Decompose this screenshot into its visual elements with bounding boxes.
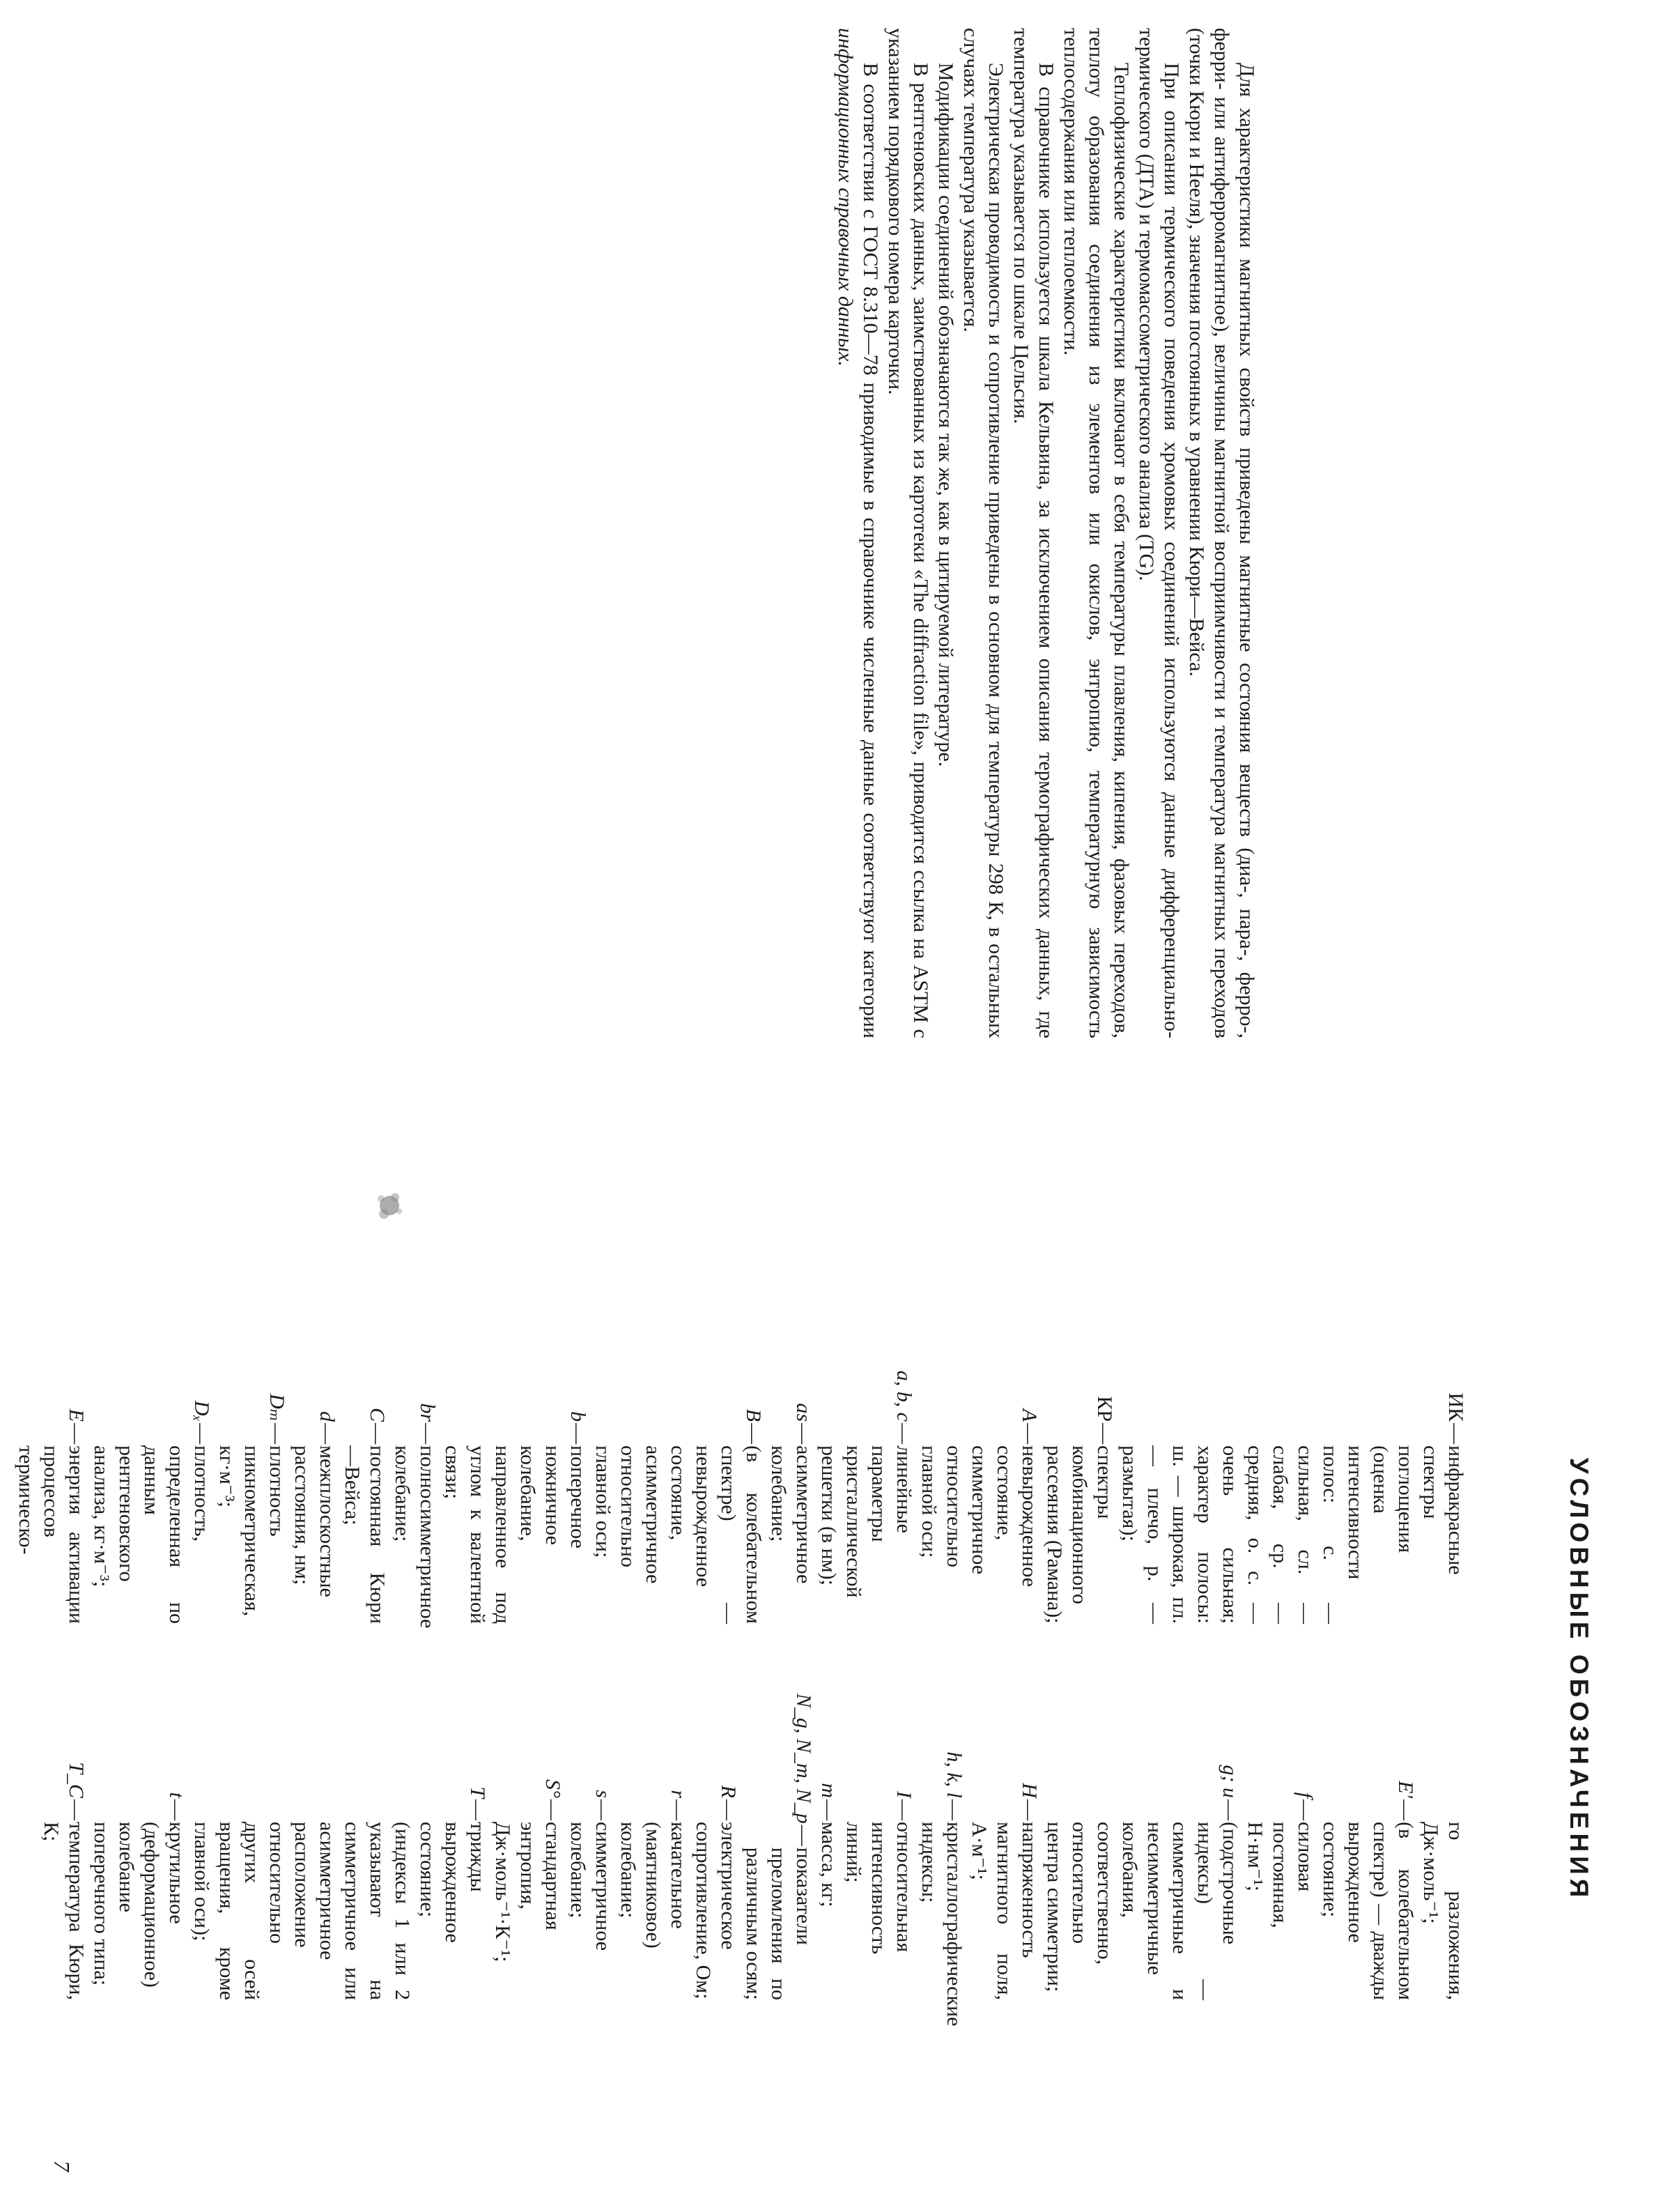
notation-definition: полносимметричное колебание; [391,1445,439,1629]
notation-entry [841,1693,916,2000]
paragraph-thermophysical: Теплофизические характеристики включают в себя температуры плавления, кипения, фазовых переходов, теплоту образования соединения из элементов или окислов, энтропию, температурную зависимость теплосодержания или теплоемкости. [1060,28,1133,1038]
em-dash: — [742,1423,765,1444]
em-dash: — [1018,1423,1041,1444]
paragraph-thermal-analysis: При описании термического поведения хромовых соединений используются данные дифференциально-термического (ДТА) и термомассометрического анализа (ТG). [1135,28,1183,1038]
notation-definition: стандартная энтропия, Дж·моль⁻¹·К⁻¹; [491,1822,564,1963]
notation-definition: масса, кг; [817,1822,840,1907]
ink-blot-mark [370,1185,409,1227]
notation-entry [590,1317,766,1624]
intro-text-block [833,28,1259,1038]
notation-symbol: КР [1093,1396,1116,1422]
notation-definition: электрическое сопротивление, Ом; [692,1822,740,1999]
notation-definition: (в колебательном спектре) — дважды вырожденное состояние; [1319,1822,1417,2000]
em-dash: — [1093,1423,1116,1444]
gost-text: В соответствии с ГОСТ 8.310—78 приводимые в справочнике численные данные соответствуют категории [859,63,882,1038]
em-dash: — [717,1799,740,1820]
notation-definition: (подстрочные индексы) — симметричные и несимметричные колебания, соответственно, относительно центра симметрии; [1043,1822,1242,2000]
paragraph-conductivity: Электрическая проводимость и сопротивление приведены в основном для температуры 298 К, в остальных случаях температура указывается. [959,28,1007,1038]
notation-column-2 [38,1693,1468,2027]
notation-entry [88,1693,189,2000]
notation-definition: поперечное ножничное колебание, направленное под углом к валентной связи; [441,1445,589,1624]
notation-definition: силовая постоянная, Н·нм⁻¹; [1244,1822,1317,1928]
notation-entry [916,1693,966,2027]
notation-definition: кристаллографические индексы; [918,1822,966,2027]
notation-definition: качательное (маятниковое) колебание; [617,1822,690,1949]
notation-definition: плотность пикнометрическая, кг·м⁻³; [215,1445,288,1617]
notation-symbol: A [1018,1408,1041,1422]
notation-entry [1418,1693,1468,2000]
em-dash: — [65,1799,88,1820]
notation-symbol: Dₓ [190,1400,213,1422]
notation-entry [1117,1317,1468,1624]
em-dash: — [65,1423,88,1444]
notation-entry [1042,1693,1242,2000]
notation-symbol: as [792,1403,815,1422]
notation-symbol: E' [1394,1781,1417,1798]
notation-symbol: ИК [1444,1392,1467,1422]
notation-definition: симметричное колебание; [566,1822,615,1951]
paragraph-xray-data: В рентгеновских данных, заимствованных из картотеки «The diffraction file», приводится ссылка на ASTM с указанием порядкового номера карточки. [884,28,932,1038]
notation-definition: (в колебательном спектре) — невырожденное состояние, асимметричное относительно главной оси; [592,1445,765,1624]
notation-entry [1042,1317,1117,1624]
notation-entry [38,1693,88,2000]
notation-definition: межплоскостные расстояния, нм; [291,1445,339,1597]
notation-definition: температура Кюри, К; [40,1822,88,2000]
notation-symbol: C [366,1407,389,1422]
paragraph-gost [833,28,883,1038]
notation-definition: асимметричное колебание; [767,1445,815,1584]
em-dash: — [416,1423,439,1444]
notation-entry [1317,1693,1418,2000]
notation-entry [690,1693,741,2000]
em-dash: — [366,1423,389,1444]
em-dash: — [892,1799,915,1820]
notation-symbol: H [1018,1783,1041,1798]
em-dash: — [1444,1423,1467,1444]
notation-symbol: g; u [1219,1765,1242,1798]
notation-definition: линейные параметры кристаллической решетки (в нм); [817,1445,915,1598]
notation-symbol: I [892,1791,915,1798]
notation-entry [615,1693,690,2000]
section-heading: УСЛОВНЫЕ ОБОЗНАЧЕНИЯ [1565,1457,1593,1902]
notation-definition: трижды вырожденное состояние; (индексы 1 или 2 указывают на симметричное или асимметричное расположение относительно других осей вращения, кроме главной оси); [190,1822,489,2000]
notation-entry [440,1317,590,1624]
notation-definition: энергия активации процессов термическо- [15,1445,88,1624]
notation-entry [816,1317,916,1624]
notation-symbol: Dₘ [265,1393,288,1422]
em-dash: — [566,1423,589,1444]
paragraph-modifications: Модификации соединений обозначаются так же, как в цитируемой литературе. [934,63,957,767]
notation-entry [1242,1693,1317,2000]
notation-entry [916,1317,1042,1624]
paragraph-magnetic: Для характеристики магнитных свойств приведены магнитные состояния веществ (диа-, пара-, ферро-, ферри- или антиферромагнитное), величины магнитной восприимчивости и температура магнитных переходов (точки Кюри и Нееля), значения постоянных в уравнении Кюри—Вейса. [1185,28,1258,1038]
notation-symbol: br [416,1403,439,1422]
notation-entry [816,1693,841,2000]
notation-symbol: r [667,1790,690,1798]
em-dash: — [1018,1799,1041,1820]
notation-symbol: S° [541,1779,564,1798]
em-dash: — [541,1799,564,1820]
notation-symbol: b [566,1411,589,1422]
notation-symbol: s [592,1790,615,1798]
notation-entry [13,1317,88,1624]
notation-definition: го разложения, Дж·моль⁻¹; [1419,1822,1467,2000]
notation-entry [766,1317,816,1624]
em-dash: — [592,1799,615,1820]
notation-column-1 [13,1317,1468,1629]
notation-definition: относительная интенсивность линий; [842,1822,915,1955]
notation-symbol: N_g, N_m, N_p [792,1693,815,1824]
notation-symbol: T [466,1786,489,1798]
notation-symbol: R [717,1785,740,1798]
page-number: 7 [49,2160,75,2172]
notation-entry [339,1317,389,1624]
em-dash: — [316,1423,339,1444]
notation-definition: инфракрасные спектры поглощения (оценка интенсивности полос: с. — сильная, сл. — слабая, ср. — средняя, о. с. — очень сильная; характер полосы: ш. — широкая, пл. — плечо, р. — размытая); [1118,1445,1467,1624]
notation-symbol: t [165,1792,188,1798]
em-dash: — [190,1423,213,1444]
notation-symbol: E [65,1408,88,1422]
paragraph-kelvin-scale: В справочнике используется шкала Кельвина, за исключением описания термографических данных, где температура указывается по шкале Цельсия. [1010,28,1058,1038]
notation-symbol: d [316,1411,339,1422]
em-dash: — [265,1423,288,1444]
em-dash: — [1394,1799,1417,1820]
notation-symbol: m [817,1783,840,1798]
notation-entry [88,1317,214,1624]
notation-entry [565,1693,615,2000]
notation-definition: плотность, определенная по данным рентгеновского анализа, кг·м⁻³; [90,1445,213,1624]
gost-emphasis: информационных справочных данных. [834,28,857,367]
notation-symbol: h, k, l [943,1751,966,1798]
notation-entry [490,1693,565,2000]
em-dash: — [466,1799,489,1820]
em-dash: — [792,1825,815,1846]
notation-definition: крутильное (деформационное) колебание поперечного типа; [90,1822,188,1988]
notation-symbol: T_C [65,1762,88,1798]
notation-definition: невырожденное состояние, симметричное относительно главной оси; [918,1445,1041,1588]
notation-entry [214,1317,289,1624]
notation-definition: спектры комбинационного рассеяния (Рамана); [1043,1445,1116,1624]
notation-symbol: f [1294,1792,1317,1798]
notation-entry [741,1693,816,2000]
em-dash: — [1219,1799,1242,1820]
notation-symbol: B [742,1408,765,1422]
notation-definition: напряженность магнитного поля, А·м⁻¹; [968,1822,1041,2000]
em-dash: — [943,1799,966,1820]
notation-entry [189,1693,490,2000]
notation-definition: показатели преломления по различным осям; [742,1847,815,2000]
notation-entry [966,1693,1042,2000]
notation-entry [389,1317,440,1629]
em-dash: — [165,1799,188,1820]
notation-entry [289,1317,339,1624]
notation-symbol: a, b, c [892,1370,915,1422]
em-dash: — [817,1799,840,1820]
em-dash: — [667,1799,690,1820]
em-dash: — [792,1423,815,1444]
notation-definition: постоянная Кюри—Вейса; [341,1445,389,1624]
em-dash: — [892,1423,915,1444]
em-dash: — [1294,1799,1317,1820]
